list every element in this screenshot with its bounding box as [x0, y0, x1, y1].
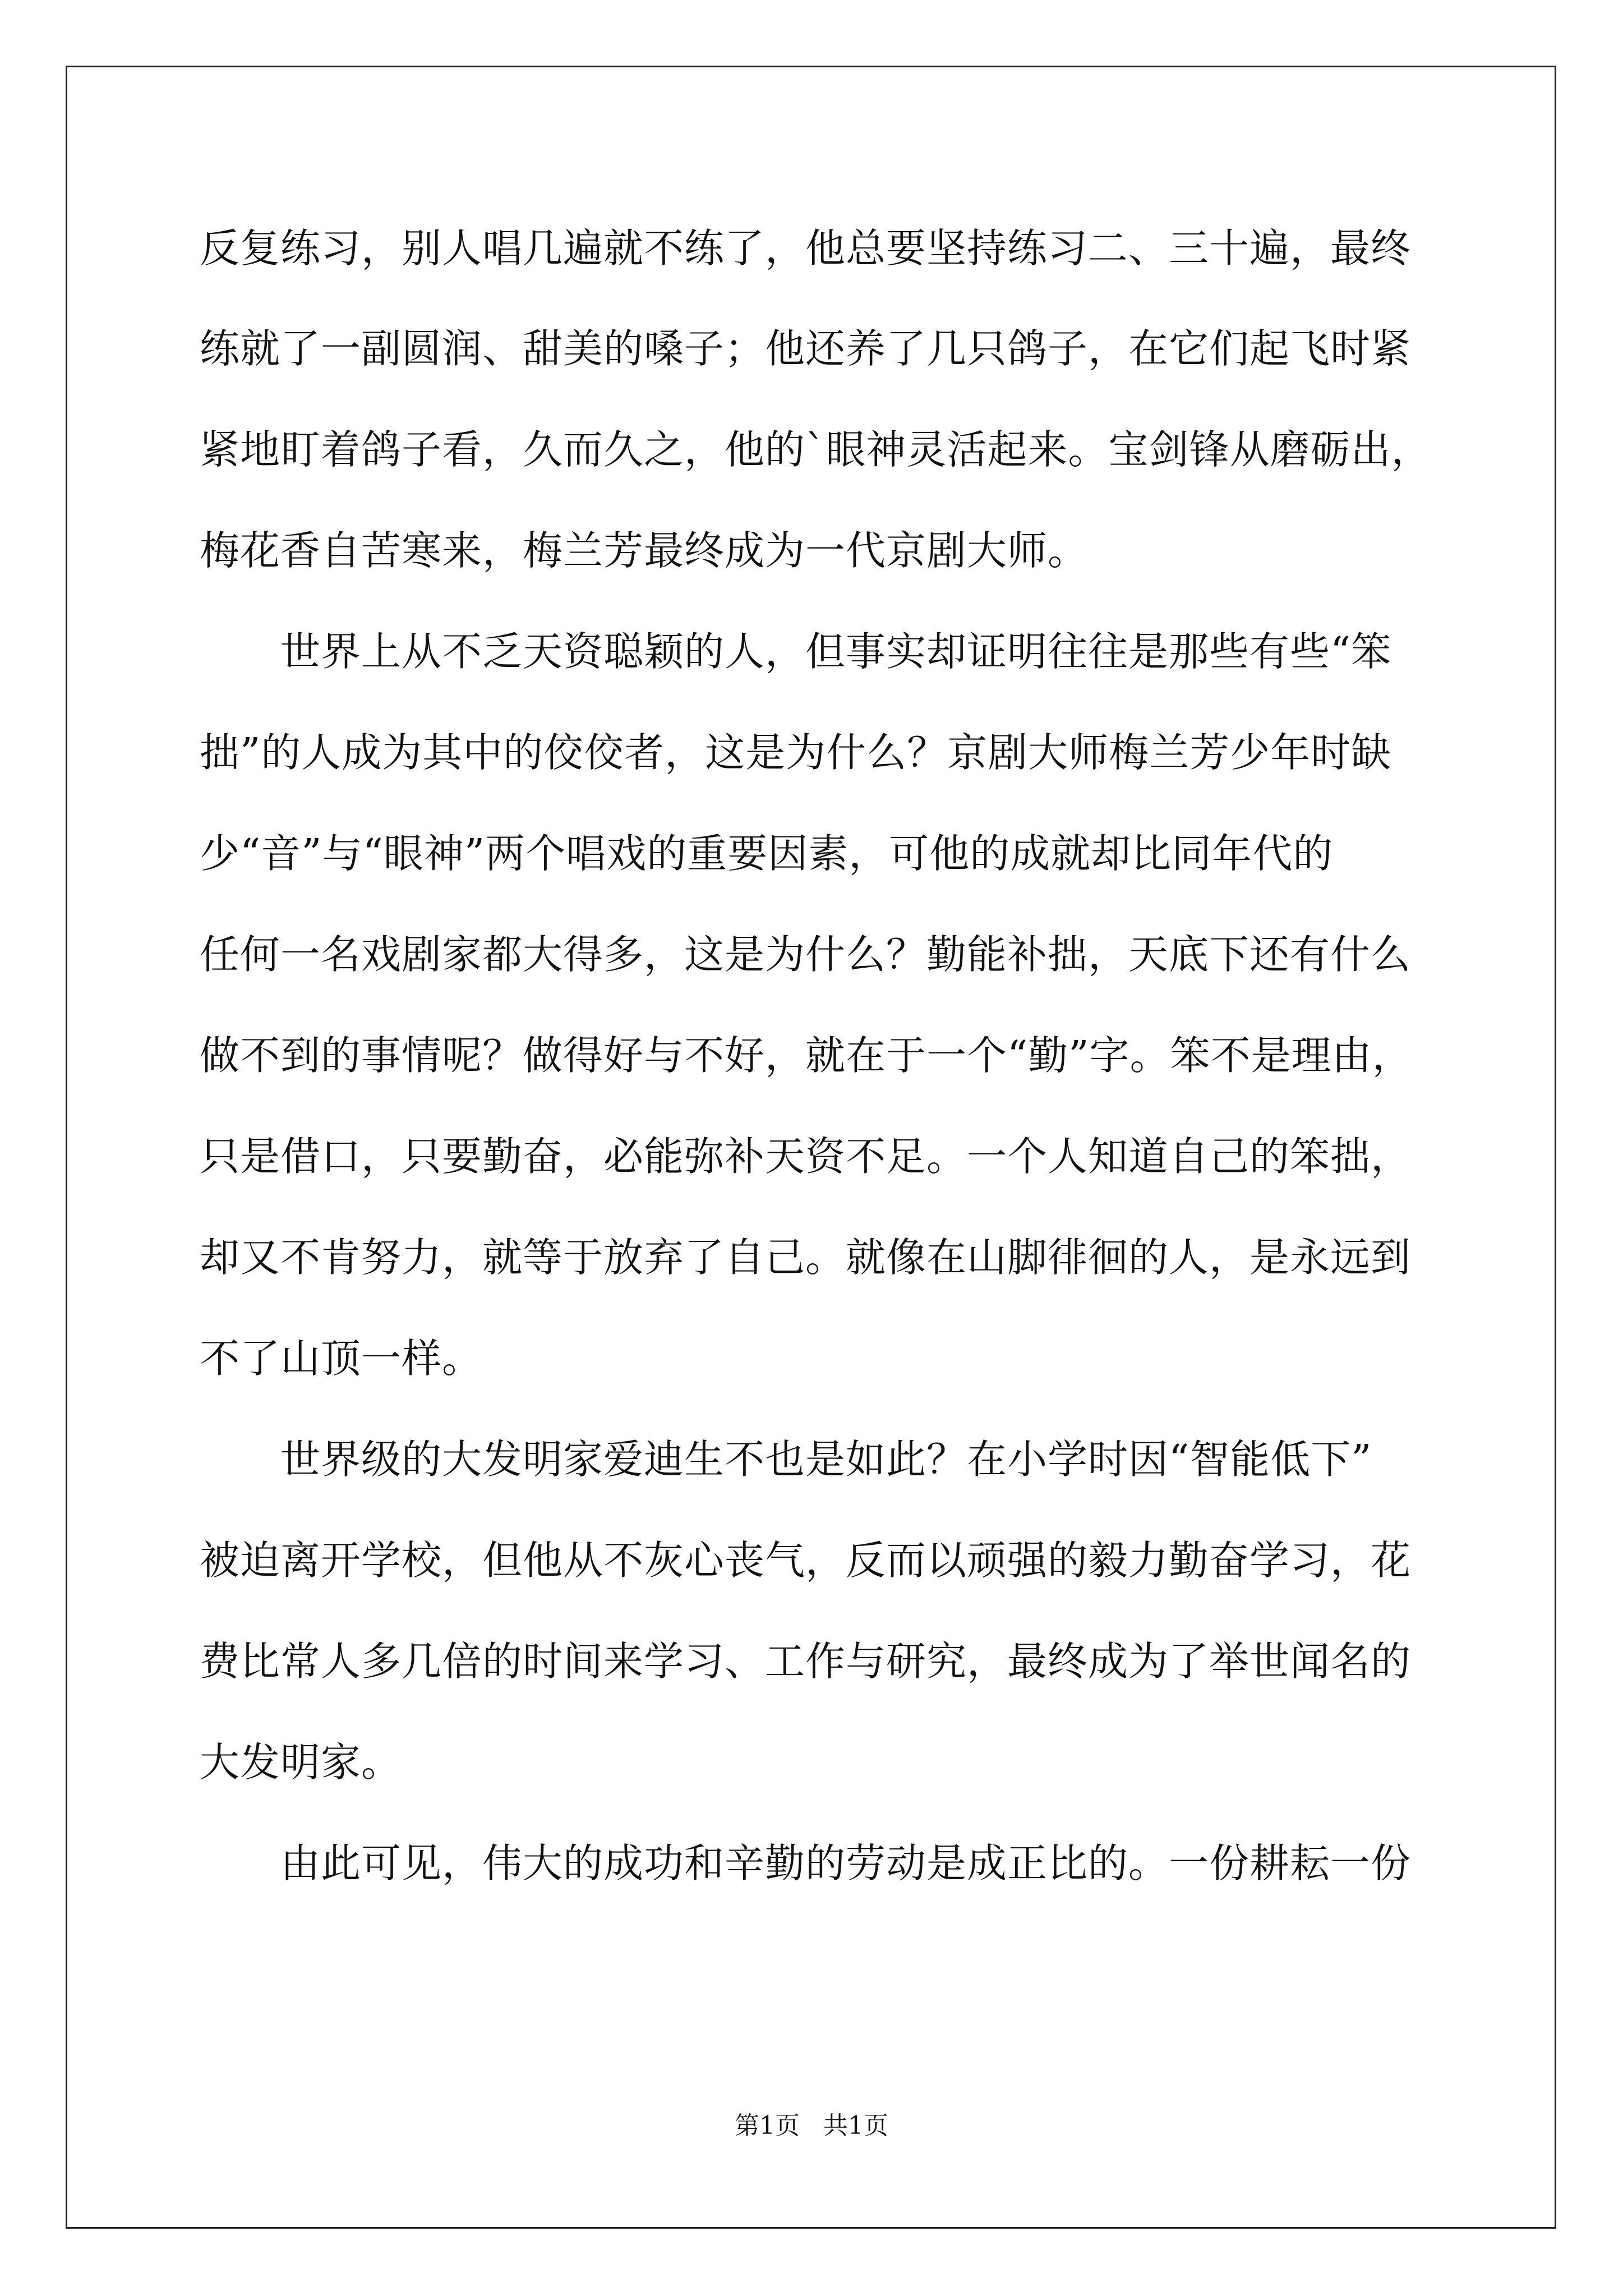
text-line: 少“音”与“眼神”两个唱戏的重要因素，可他的成就却比同年代的 [200, 830, 1334, 877]
text-line: 拙”的人成为其中的佼佼者，这是为什么？京剧大师梅兰芳少年时缺 [200, 729, 1392, 776]
text-line: 被迫离开学校，但他从不灰心丧气，反而以顽强的毅力勤奋学习，花 [200, 1537, 1412, 1584]
page-footer: 第1页 共1页 [735, 2111, 888, 2140]
text-line: 大发明家。 [200, 1739, 402, 1786]
text-line: 由此可见，伟大的成功和辛勤的劳动是成正比的。一份耕耘一份 [200, 1840, 1412, 1887]
text-line: 做不到的事情呢？做得好与不好，就在于一个“勤”字。笨不是理由， [200, 1032, 1413, 1079]
text-line: 任何一名戏剧家都大得多，这是为什么？勤能补拙，天底下还有什么 [200, 931, 1412, 978]
text-line: 却又不肯努力，就等于放弃了自己。就像在山脚徘徊的人，是永远到 [200, 1234, 1412, 1281]
text-line: 梅花香自苦寒来，梅兰芳最终成为一代京剧大师。 [200, 527, 1089, 574]
text-line: 只是借口，只要勤奋，必能弥补天资不足。一个人知道自己的笨拙， [200, 1133, 1412, 1180]
text-line: 练就了一副圆润、甜美的嗓子；他还养了几只鸽子，在它们起飞时紧 [200, 325, 1412, 372]
text-line: 世界上从不乏天资聪颖的人，但事实却证明往往是那些有些“笨 [200, 628, 1392, 675]
text-line: 不了山顶一样。 [200, 1335, 483, 1382]
text-line: 反复练习，别人唱几遍就不练了，他总要坚持练习二、三十遍，最终 [200, 225, 1412, 272]
text-line: 费比常人多几倍的时间来学习、工作与研究，最终成为了举世闻名的 [200, 1638, 1412, 1685]
text-line: 世界级的大发明家爱迪生不也是如此？在小学时因“智能低下” [200, 1436, 1372, 1483]
text-line: 紧地盯着鸽子看，久而久之，他的`眼神灵活起来。宝剑锋从磨砺出， [200, 426, 1432, 473]
